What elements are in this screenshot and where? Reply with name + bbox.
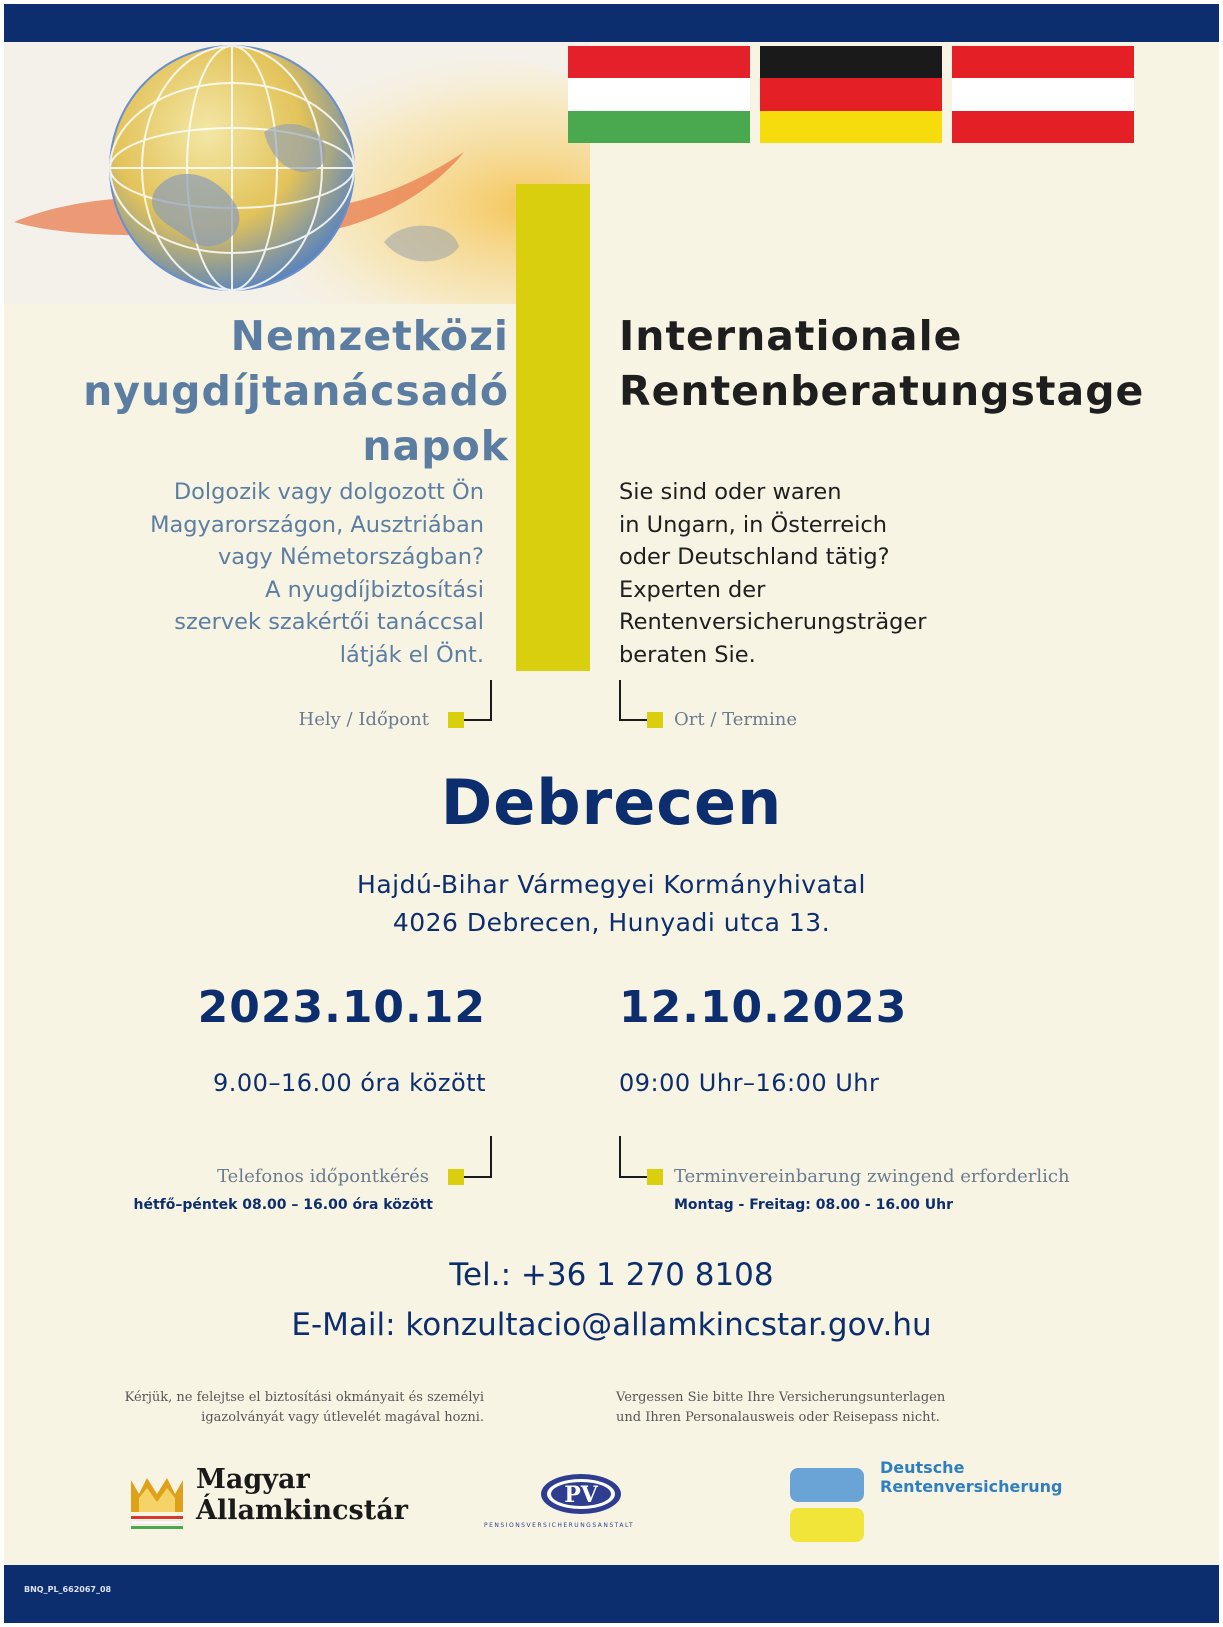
german-title-line: Rentenberatungstage <box>619 367 1145 415</box>
yellow-marker <box>448 712 464 728</box>
connector-line <box>619 1176 647 1178</box>
bottom-banner <box>4 1565 1219 1623</box>
hungarian-title-line: napok <box>362 422 509 470</box>
city-name: Debrecen <box>440 766 783 839</box>
flag-stripe <box>952 78 1134 110</box>
address-line: Hajdú-Bihar Vármegyei Kormányhivatal <box>357 870 866 899</box>
german-booking-label: Terminvereinbarung zwingend erforderlich <box>674 1166 1070 1187</box>
intro-line: Rentenversicherungsträger <box>619 609 927 635</box>
flag-stripe <box>952 111 1134 143</box>
email-address[interactable]: E-Mail: konzultacio@allamkincstar.gov.hu <box>291 1307 932 1343</box>
logo-line: Deutsche <box>880 1458 965 1477</box>
connector-line <box>464 1176 492 1178</box>
hungarian-intro <box>150 476 484 671</box>
yellow-marker <box>448 1169 464 1185</box>
reminder-line: igazolványát vagy útlevelét magával hozni. <box>201 1410 484 1425</box>
flag-stripe <box>760 111 942 143</box>
reminder-line: und Ihren Personalausweis oder Reisepass nicht. <box>616 1410 940 1425</box>
mak-crown-icon <box>129 1472 185 1530</box>
drv-logo-icon <box>790 1468 864 1542</box>
flag-germany <box>760 46 942 144</box>
flag-stripe <box>760 46 942 78</box>
intro-line: vagy Németországban? <box>217 544 484 570</box>
intro-line: oder Deutschland tätig? <box>619 544 890 570</box>
german-title <box>619 309 1144 419</box>
connector-line <box>464 719 492 721</box>
german-booking-hours: Montag - Freitag: 08.00 - 16.00 Uhr <box>674 1197 953 1213</box>
hungarian-reminder <box>125 1388 484 1428</box>
connector-line <box>619 719 647 721</box>
flag-stripe <box>952 46 1134 78</box>
intro-line: szervek szakértői tanáccsal <box>174 609 484 635</box>
yellow-marker <box>647 712 663 728</box>
logo-line: Magyar <box>196 1464 310 1495</box>
drv-logo-text <box>880 1458 1062 1496</box>
intro-line: in Ungarn, in Österreich <box>619 511 887 538</box>
intro-line: Magyarországon, Ausztriában <box>150 511 484 538</box>
poster <box>4 4 1219 1623</box>
intro-line: látják el Önt. <box>339 641 484 668</box>
hungarian-booking-label: Telefonos időpontkérés <box>217 1166 429 1187</box>
flag-stripe <box>568 78 750 110</box>
hungarian-date: 2023.10.12 <box>197 982 486 1033</box>
phone-number[interactable]: Tel.: +36 1 270 8108 <box>449 1257 774 1293</box>
german-reminder <box>616 1388 945 1428</box>
hungarian-place-label: Hely / Időpont <box>298 709 429 730</box>
german-hours: 09:00 Uhr–16:00 Uhr <box>619 1069 880 1097</box>
footer-code: BNQ_PL_662067_08 <box>24 1585 112 1594</box>
flag-hungary <box>568 46 750 144</box>
hungarian-booking-hours: hétfő–péntek 08.00 – 16.00 óra között <box>133 1197 433 1213</box>
pv-logo-icon <box>539 1470 623 1518</box>
german-date: 12.10.2023 <box>619 982 908 1033</box>
top-banner <box>4 4 1219 42</box>
pv-subtext: PENSIONSVERSICHERUNGSANSTALT <box>484 1522 635 1529</box>
yellow-marker <box>647 1169 663 1185</box>
pv-mark: PV <box>564 1482 598 1508</box>
flag-austria <box>952 46 1134 144</box>
german-intro <box>619 476 927 671</box>
center-accent-bar <box>516 184 590 671</box>
connector-line <box>490 680 492 721</box>
reminder-line: Vergessen Sie bitte Ihre Versicherungsunterlagen <box>616 1390 946 1405</box>
logo-line: Államkincstár <box>196 1495 408 1526</box>
flag-stripe <box>568 46 750 78</box>
connector-line <box>619 680 621 721</box>
address-line: 4026 Debrecen, Hunyadi utca 13. <box>392 908 831 937</box>
hungarian-title-line: Nemzetközi <box>230 312 509 360</box>
intro-line: Experten der <box>619 576 766 603</box>
logo-line: Rentenversicherung <box>880 1477 1063 1496</box>
intro-line: Dolgozik vagy dolgozott Ön <box>173 479 484 505</box>
intro-line: beraten Sie. <box>619 641 756 668</box>
german-title-line: Internationale <box>619 312 963 360</box>
intro-line: A nyugdíjbiztosítási <box>265 576 484 603</box>
connector-line <box>490 1136 492 1178</box>
german-place-label: Ort / Termine <box>674 709 798 730</box>
venue-address <box>4 866 1219 942</box>
hungarian-title <box>83 309 509 474</box>
flag-stripe <box>568 111 750 143</box>
connector-line <box>619 1136 621 1178</box>
hungarian-hours: 9.00–16.00 óra között <box>213 1069 486 1097</box>
intro-line: Sie sind oder waren <box>619 479 842 505</box>
hungarian-title-line: nyugdíjtanácsadó <box>83 367 509 415</box>
reminder-line: Kérjük, ne felejtse el biztosítási okmányait és személyi <box>124 1390 484 1405</box>
globe-illustration <box>4 42 590 304</box>
flag-stripe <box>760 78 942 110</box>
mak-logo-text <box>196 1464 408 1526</box>
